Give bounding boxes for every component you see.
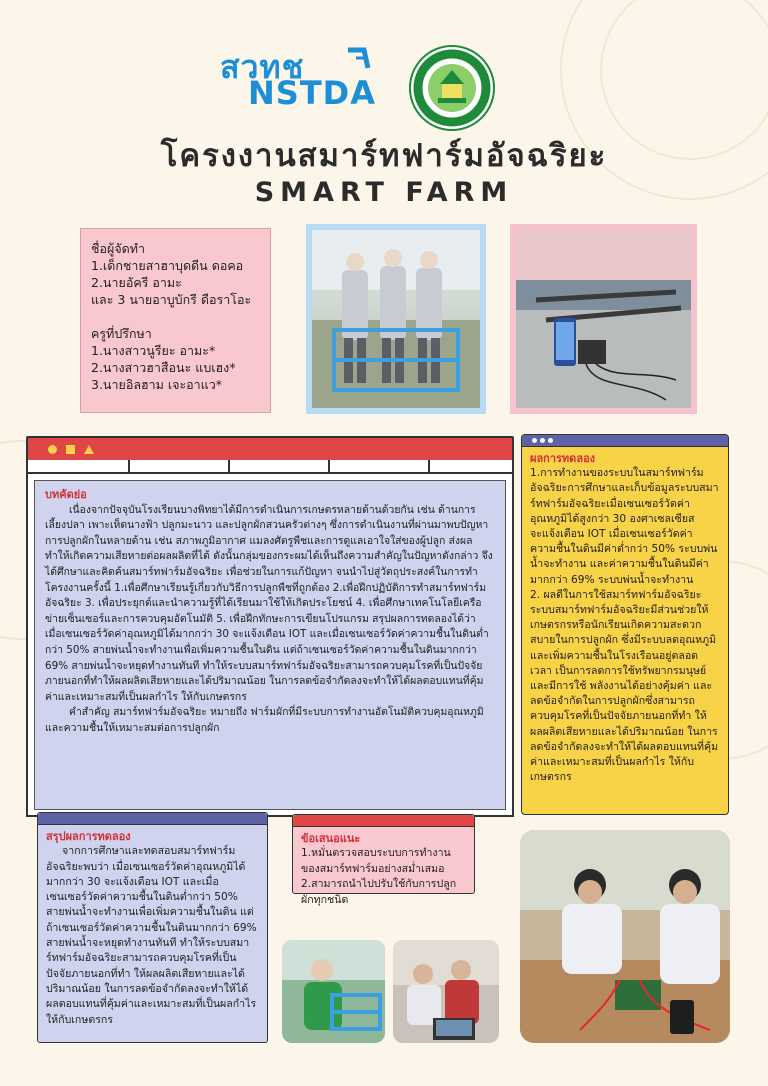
- advisor-item: 1.นางสาวนูรียะ อามะ*: [91, 343, 216, 358]
- team-heading: ชื่อผู้จัดทำ: [91, 241, 146, 256]
- results-card-bar: [522, 435, 728, 447]
- summary-heading: สรุปผลการทดลอง: [46, 830, 131, 843]
- window-circle-icon: [48, 445, 57, 454]
- nstda-mark-icon: [342, 46, 382, 76]
- results-body-2: 2. ผลดีในการใช้สมาร์ทฟาร์มอัจฉริยะ ระบบสมาร์ทฟาร์มอัจฉริยะมีส่วนช่วยให้เกษตรกรหรือนักเรียนเกิดความสะดวกสบายในการปลูกผัก ซึ่งมีระบบลดอุณหภูมิและเพิ่มความชื้นในโรงเรือนอยู่ตลอดเวลา เป็นการลดการใช้ทรัพยากรมนุษย์ และมีการใช้ พลังงานได้อย่างคุ้มค่า และลดข้อจำกัดในการปลูกผักซึ่งสามารถควบคุมโรคที่เป็นปัจจัยภายนอกที่ทำ ให้ผลผลิตเสียหายและได้ปริมาณน้อย ในการลดข้อจำกัดลงจะทำให้ได้ผลตอบแทนที่คุ้มค่าและเหมาะสมที่เป็นผลกำไร ให้กับเกษตรกร: [530, 588, 719, 784]
- suggestion-item: 2.สามารถนำไปปรับใช้กับการปลูกผักทุกชนิด: [301, 878, 457, 906]
- team-member: 2.นายอัครี อามะ: [91, 275, 182, 290]
- suggestion-item: 1.หมั่นตรวจสอบระบบการทำงานของสมาร์ทฟาร์มอย่างสม่ำเสมอ: [301, 847, 451, 875]
- suggestions-heading: ข้อเสนอแนะ: [301, 832, 361, 845]
- school-seal-logo: [408, 44, 496, 132]
- page-title-english: SMART FARM: [254, 177, 514, 208]
- photo-rig-frame: [510, 224, 697, 414]
- abstract-keywords: คำสำคัญ สมาร์ทฟาร์มอัจฉริยะ หมายถึง ฟาร์มผักที่มีระบบการทำงานอัตโนมัติควบคุมอุณหภูมิ และความชื้นให้เหมาะสมต่อการปลูกผัก: [45, 706, 484, 734]
- summary-body: จากการศึกษาและทดสอบสมาร์ทฟาร์มอัจฉริยะพบว่า เมื่อเซนเซอร์วัดค่าอุณหภูมิได้มากกว่า 30 จะแจ้งเตือน IOT และเมื่อเซนเซอร์วัดค่าความชื้นในดินต่ำกว่า 50% สายพ่นน้ำจะทำงานเพื่อเพิ่มความชื้นในดิน แต่ถ้าเซนเซอร์วัดค่าความชื้นในดินมากกว่า 69% สายพ่นน้ำจะหยุดทำงานทันที ทำให้ระบบสมาร์ทฟาร์มอัจฉริยะสามารถควบคุมโรคที่เป็นปัจจัยภายนอกที่ทำ ให้ผลผลิตเสียหายและได้ปริมาณน้อย ในการลดข้อจำกัดลงจะทำให้ได้ผลตอบแทนที่คุ้มค่าและเหมาะสมที่เป็นผลกำไร ให้กับเกษตรกร: [46, 845, 257, 1026]
- summary-card-bar: [38, 813, 267, 825]
- photo-students: [312, 230, 480, 408]
- summary-card: [37, 812, 268, 1043]
- results-card: [521, 434, 729, 815]
- photo-student-green: [282, 940, 385, 1043]
- team-card: [80, 228, 271, 413]
- nstda-logo-thai: สวทช: [220, 48, 305, 86]
- photo-students-wiring: [520, 830, 730, 1043]
- window-square-icon: [66, 445, 75, 454]
- team-member: และ 3 นายอาบูบักรี ดือราโอะ: [91, 292, 252, 307]
- page-title-thai: โครงงานสมาร์ทฟาร์มอัจฉริยะ: [160, 138, 608, 174]
- advisor-item: 3.นายอิลฮาม เจะอาแว*: [91, 377, 223, 392]
- photo-students-frame: [306, 224, 486, 414]
- abstract-section: [34, 480, 506, 810]
- suggestions-card: [292, 814, 475, 906]
- photo-students-laptop: [393, 940, 499, 1043]
- abstract-body: เนื่องจากปัจจุบันโรงเรียนบางพิทยาได้มีการดำเนินการเกษตรหลายด้านด้วยกัน เช่น ด้านการเลี้ยงปลา เพาะเห็ดนางฟ้า ปลูกมะนาว และปลูกผักสวนครัวต่างๆ ซึ่งการดำเนินงานที่ผ่านมาพบปัญหาการปลูกผักในหลายด้าน เช่น สภาพภูมิอากาศ แมลงศัตรูพืชและการดูแลเอาใจใส่ของผู้ปลูก ส่งผลทำให้เกิดความเสียหายต่อผลผลิตที่ได้ ดังนั้นกลุ่มของกระผมได้เห็นถึงความสำคัญในปัญหาดังกล่าว จึงได้ศึกษาและคิดค้นสมาร์ทฟาร์มอัจฉริยะ เพื่อช่วยในการแก้ปัญหา จนนำไปสู่วัตถุประสงค์ในการทำโครงงานครั้งนี้ 1.เพื่อศึกษาเรียนรู้เกี่ยวกับวิธีการปลูกพืชที่ถูกต้อง 2.เพื่อฝึกปฏิบัติการทำสมาร์ทฟาร์มอัจฉริยะ 3. เพื่อประยุกต์และนำความรู้ที่ได้เรียนมาใช้ให้เกิดประโยชน์ 4. เพื่อศึกษาเทคโนโลยีเครือข่ายเซ็นเซอร์และการควบคุมอัตโนมัติ 5. เพื่อฝึกทักษะการเขียนโปรแกรม สรุปผลการทดลองได้ว่า เมื่อเซนเซอร์วัดค่าอุณหภูมิได้มากกว่า 30 จะแจ้งเตือน IOT และเมื่อเซนเซอร์วัดค่าความชื้นในดินต่ำกว่า 50% สายพ่นน้ำจะทำงานเพื่อเพิ่มความชื้นในดิน แต่ถ้าเซนเซอร์วัดค่าความชื้นในดินมากกว่า 69% สายพ่นน้ำจะหยุดทำงานทันที ทำให้ระบบสมาร์ทฟาร์มอัจฉริยะสามารถควบคุมโรคที่เป็นปัจจัยภายนอกที่ทำให้ผลผลิตเสียหายและได้ปริมาณน้อย ในการลดข้อจำกัดลงจะทำให้ได้ผลตอบแทนที่คุ้มค่าและเหมาะสมที่เป็นผลกำไร ให้กับเกษตรกร: [45, 503, 493, 703]
- results-body-1: 1.การทำงานของระบบในสมาร์ทฟาร์มอัจฉริยะการศึกษาและเก็บข้อมูลระบบสมาร์ทฟาร์มอัจฉริยะเมื่อเซนเซอร์วัดค่าอุณหภูมิได้สูงกว่า 30 องศาเซลเซียส จะแจ้งเตือน IOT เมื่อเซนเซอร์วัดค่าความชื้นในดินมีค่าต่ำกว่า 50% ระบบพ่นน้ำจะทำงาน และค่าความชื้นในดินมีค่ามากกว่า 69% ระบบพ่นน้ำจะทำงาน: [530, 467, 719, 586]
- students-laptop-illustration: [393, 940, 499, 1043]
- nstda-logo: [218, 46, 400, 112]
- students-wiring-illustration: [520, 830, 730, 1043]
- results-heading: ผลการทดลอง: [530, 452, 596, 465]
- photo-sensor-rig: [516, 230, 691, 408]
- suggestions-card-bar: [293, 815, 474, 827]
- nstda-logo-text: NSTDA: [248, 74, 376, 112]
- team-member: 1.เด็กชายสาฮาบุดดีน ดอคอ: [91, 258, 244, 273]
- school-seal-icon: [408, 44, 496, 132]
- advisor-item: 2.นางสาวฮาสือนะ แบเฮง*: [91, 360, 236, 375]
- student-green-illustration: [282, 940, 385, 1043]
- window-triangle-icon: [84, 445, 94, 454]
- abstract-heading: บทคัดย่อ: [45, 488, 87, 501]
- abstract-window-bar: [26, 436, 514, 462]
- advisor-heading: ครูที่ปรึกษา: [91, 326, 152, 341]
- students-illustration: [312, 230, 480, 408]
- sensor-rig-illustration: [516, 230, 691, 408]
